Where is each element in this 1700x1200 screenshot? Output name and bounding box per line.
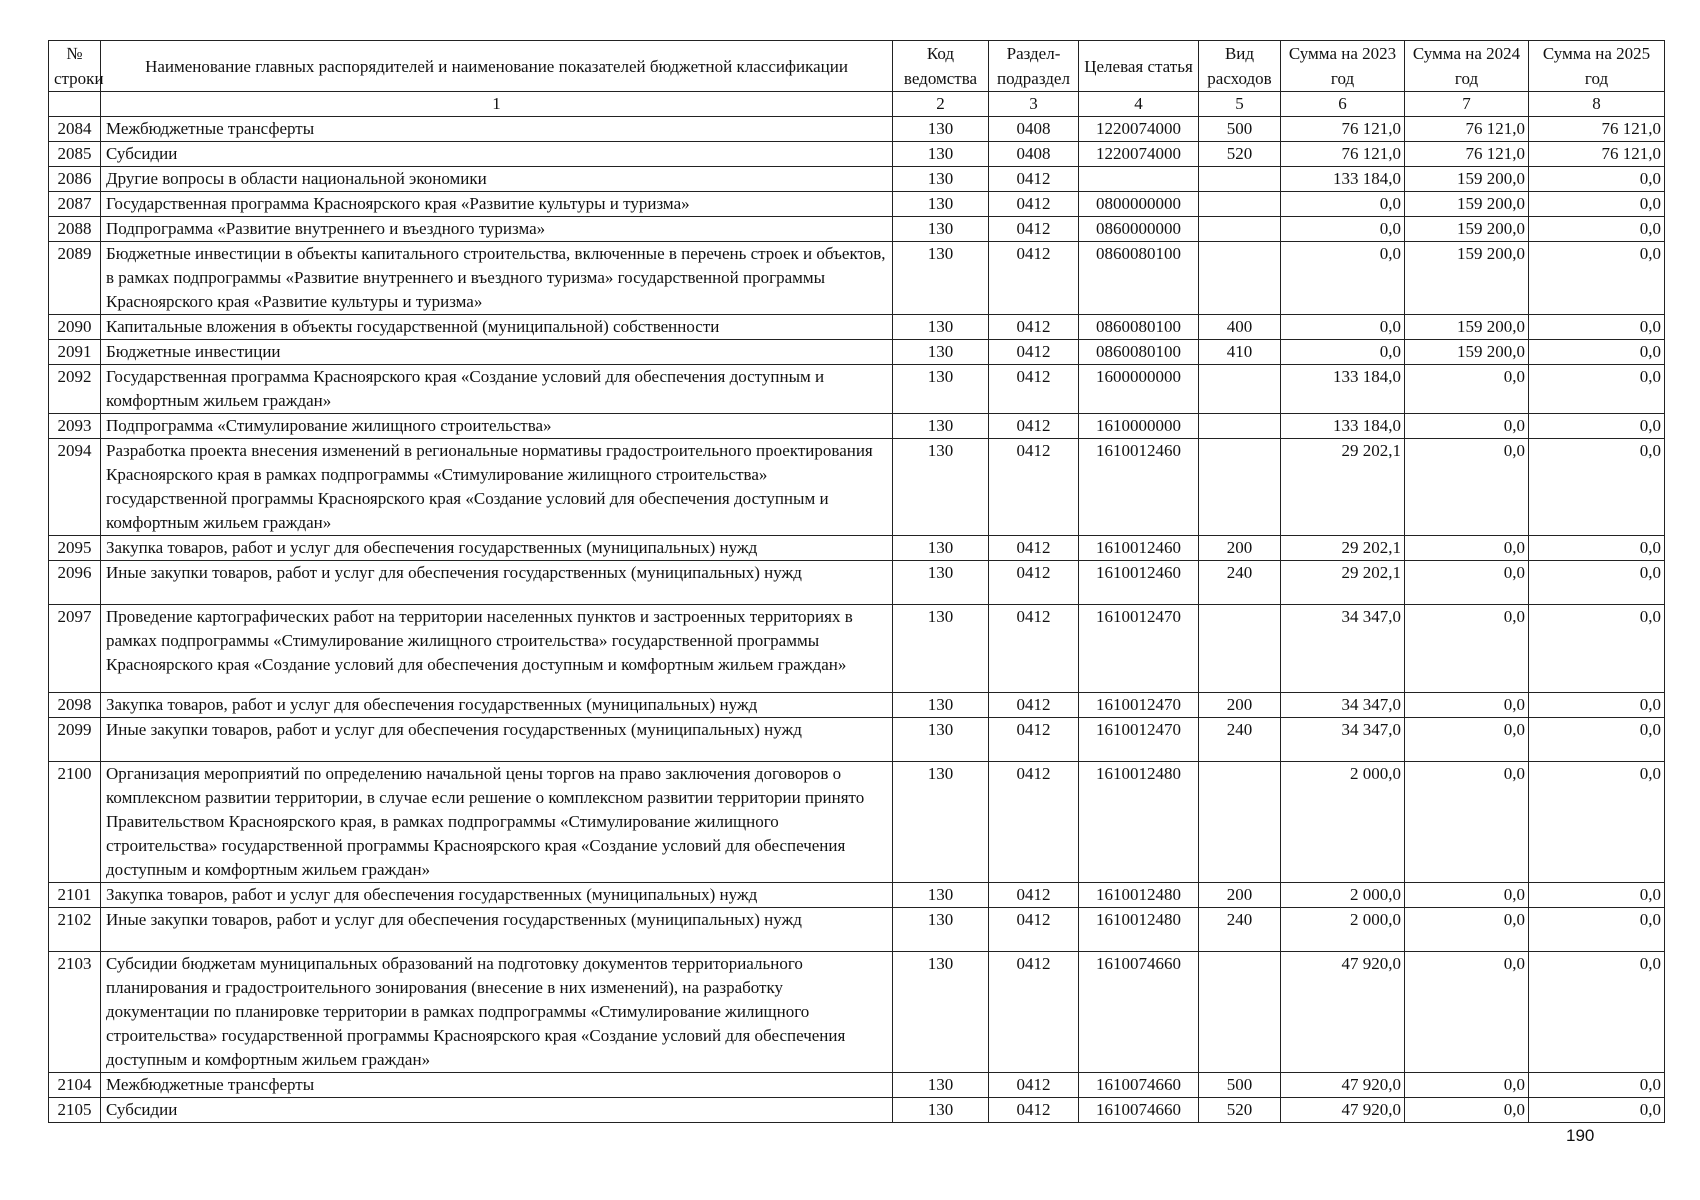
column-number: 8 (1529, 92, 1665, 117)
row-name: Бюджетные инвестиции (101, 340, 893, 365)
row-target-article: 1610012460 (1079, 536, 1199, 561)
header-row-number: № строки (49, 41, 101, 92)
column-number: 3 (989, 92, 1079, 117)
row-expense-type (1199, 217, 1281, 242)
row-number: 2089 (49, 242, 101, 315)
row-sum-2024: 76 121,0 (1405, 117, 1529, 142)
column-number: 6 (1281, 92, 1405, 117)
table-row (49, 693, 1665, 718)
row-sum-2025: 0,0 (1529, 365, 1665, 414)
table-row (49, 561, 1665, 605)
row-name: Межбюджетные трансферты (101, 117, 893, 142)
row-number: 2088 (49, 217, 101, 242)
row-number: 2086 (49, 167, 101, 192)
row-dept-code: 130 (893, 561, 989, 605)
row-target-article: 1610000000 (1079, 414, 1199, 439)
row-dept-code: 130 (893, 718, 989, 762)
row-sum-2025: 0,0 (1529, 1073, 1665, 1098)
row-number: 2098 (49, 693, 101, 718)
row-target-article: 1610012460 (1079, 561, 1199, 605)
row-dept-code: 130 (893, 883, 989, 908)
row-sum-2023: 0,0 (1281, 242, 1405, 315)
table-row (49, 117, 1665, 142)
budget-table-sheet (48, 40, 1664, 1123)
row-sum-2025: 0,0 (1529, 439, 1665, 536)
row-sum-2024: 0,0 (1405, 908, 1529, 952)
row-sum-2023: 133 184,0 (1281, 167, 1405, 192)
row-name: Иные закупки товаров, работ и услуг для обеспечения государственных (муниципальных) нужд (101, 908, 893, 952)
row-section: 0412 (989, 439, 1079, 536)
row-sum-2023: 47 920,0 (1281, 1073, 1405, 1098)
row-number: 2100 (49, 762, 101, 883)
row-name: Подпрограмма «Развитие внутреннего и въездного туризма» (101, 217, 893, 242)
row-section: 0412 (989, 365, 1079, 414)
row-target-article: 1220074000 (1079, 142, 1199, 167)
row-sum-2024: 0,0 (1405, 952, 1529, 1073)
table-row (49, 605, 1665, 693)
row-dept-code: 130 (893, 365, 989, 414)
row-sum-2025: 0,0 (1529, 561, 1665, 605)
row-sum-2024: 0,0 (1405, 561, 1529, 605)
header-target-article: Целевая статья (1079, 41, 1199, 92)
row-target-article: 0860000000 (1079, 217, 1199, 242)
row-expense-type: 500 (1199, 117, 1281, 142)
row-number: 2094 (49, 439, 101, 536)
row-expense-type: 200 (1199, 536, 1281, 561)
row-sum-2024: 159 200,0 (1405, 340, 1529, 365)
row-number: 2101 (49, 883, 101, 908)
header-sum-2025: Сумма на 2025 год (1529, 41, 1665, 92)
row-expense-type (1199, 167, 1281, 192)
row-sum-2024: 0,0 (1405, 883, 1529, 908)
row-sum-2025: 0,0 (1529, 340, 1665, 365)
row-sum-2023: 133 184,0 (1281, 414, 1405, 439)
row-name: Межбюджетные трансферты (101, 1073, 893, 1098)
row-number: 2104 (49, 1073, 101, 1098)
table-row (49, 718, 1665, 762)
row-expense-type: 200 (1199, 693, 1281, 718)
row-target-article: 1610074660 (1079, 1073, 1199, 1098)
row-sum-2025: 0,0 (1529, 192, 1665, 217)
row-section: 0412 (989, 605, 1079, 693)
row-sum-2025: 0,0 (1529, 762, 1665, 883)
row-sum-2025: 0,0 (1529, 1098, 1665, 1123)
row-section: 0412 (989, 908, 1079, 952)
row-dept-code: 130 (893, 439, 989, 536)
row-target-article: 1610074660 (1079, 1098, 1199, 1123)
row-sum-2024: 159 200,0 (1405, 167, 1529, 192)
table-row (49, 242, 1665, 315)
row-name: Закупка товаров, работ и услуг для обеспечения государственных (муниципальных) нужд (101, 536, 893, 561)
row-name: Иные закупки товаров, работ и услуг для обеспечения государственных (муниципальных) нужд (101, 718, 893, 762)
row-target-article: 1600000000 (1079, 365, 1199, 414)
row-sum-2023: 2 000,0 (1281, 883, 1405, 908)
row-name: Проведение картографических работ на территории населенных пунктов и застроенных территориях в рамках подпрограммы «Стимулирование жилищного строительства» государственной программы Красноярского края «Создание условий для обеспечения доступным и комфортным жильем граждан» (101, 605, 893, 693)
row-name: Субсидии (101, 1098, 893, 1123)
row-sum-2025: 0,0 (1529, 242, 1665, 315)
row-number: 2092 (49, 365, 101, 414)
table-row (49, 952, 1665, 1073)
row-dept-code: 130 (893, 242, 989, 315)
row-name: Организация мероприятий по определению начальной цены торгов на право заключения договоров о комплексном развитии территории, в случае если решение о комплексном развитии территории принято Правительством Красноярского края, в рамках подпрограммы «Стимулирование жилищного строительства» государственной программы Красноярского края «Создание условий для обеспечения доступным и комфортным жильем граждан» (101, 762, 893, 883)
row-number: 2097 (49, 605, 101, 693)
row-sum-2025: 0,0 (1529, 167, 1665, 192)
row-section: 0412 (989, 192, 1079, 217)
row-sum-2023: 29 202,1 (1281, 561, 1405, 605)
row-sum-2025: 0,0 (1529, 536, 1665, 561)
row-target-article: 1610012470 (1079, 718, 1199, 762)
row-name: Другие вопросы в области национальной экономики (101, 167, 893, 192)
row-sum-2025: 0,0 (1529, 605, 1665, 693)
column-number: 1 (101, 92, 893, 117)
header-dept-code: Код ведомства (893, 41, 989, 92)
header-name: Наименование главных распорядителей и наименование показателей бюджетной классификации (101, 41, 893, 92)
row-sum-2025: 0,0 (1529, 217, 1665, 242)
row-expense-type: 240 (1199, 561, 1281, 605)
row-dept-code: 130 (893, 340, 989, 365)
row-expense-type (1199, 365, 1281, 414)
row-expense-type: 500 (1199, 1073, 1281, 1098)
table-body (49, 117, 1665, 1123)
row-name: Капитальные вложения в объекты государственной (муниципальной) собственности (101, 315, 893, 340)
row-target-article: 1610012470 (1079, 605, 1199, 693)
table-row (49, 762, 1665, 883)
table-row (49, 142, 1665, 167)
row-name: Закупка товаров, работ и услуг для обеспечения государственных (муниципальных) нужд (101, 693, 893, 718)
row-name: Разработка проекта внесения изменений в региональные нормативы градостроительного проектирования Красноярского края в рамках подпрограммы «Стимулирование жилищного строительства» государственной программы Красноярского края «Создание условий для обеспечения доступным и комфортным жильем граждан» (101, 439, 893, 536)
table-row (49, 365, 1665, 414)
row-dept-code: 130 (893, 117, 989, 142)
row-sum-2024: 0,0 (1405, 1098, 1529, 1123)
row-expense-type (1199, 952, 1281, 1073)
table-row (49, 167, 1665, 192)
row-section: 0412 (989, 414, 1079, 439)
row-number: 2090 (49, 315, 101, 340)
column-number: 4 (1079, 92, 1199, 117)
column-number-row (49, 92, 1665, 117)
row-dept-code: 130 (893, 693, 989, 718)
row-sum-2023: 34 347,0 (1281, 693, 1405, 718)
row-dept-code: 130 (893, 1073, 989, 1098)
header-expense-type: Вид расходов (1199, 41, 1281, 92)
row-target-article: 0860080100 (1079, 315, 1199, 340)
row-sum-2024: 159 200,0 (1405, 217, 1529, 242)
row-number: 2103 (49, 952, 101, 1073)
table-row (49, 340, 1665, 365)
row-sum-2024: 76 121,0 (1405, 142, 1529, 167)
row-section: 0412 (989, 561, 1079, 605)
budget-table (48, 40, 1665, 1123)
row-section: 0412 (989, 167, 1079, 192)
row-sum-2024: 159 200,0 (1405, 192, 1529, 217)
row-name: Иные закупки товаров, работ и услуг для обеспечения государственных (муниципальных) нужд (101, 561, 893, 605)
row-number: 2084 (49, 117, 101, 142)
row-expense-type: 240 (1199, 908, 1281, 952)
row-dept-code: 130 (893, 1098, 989, 1123)
row-section: 0408 (989, 117, 1079, 142)
header-sum-2024: Сумма на 2024 год (1405, 41, 1529, 92)
row-sum-2023: 0,0 (1281, 315, 1405, 340)
row-sum-2024: 0,0 (1405, 693, 1529, 718)
row-dept-code: 130 (893, 167, 989, 192)
row-sum-2024: 0,0 (1405, 605, 1529, 693)
row-name: Государственная программа Красноярского края «Развитие культуры и туризма» (101, 192, 893, 217)
row-name: Подпрограмма «Стимулирование жилищного строительства» (101, 414, 893, 439)
row-sum-2025: 0,0 (1529, 883, 1665, 908)
header-section: Раздел-подраздел (989, 41, 1079, 92)
row-number: 2102 (49, 908, 101, 952)
table-row (49, 883, 1665, 908)
row-sum-2025: 0,0 (1529, 952, 1665, 1073)
row-sum-2025: 0,0 (1529, 315, 1665, 340)
row-expense-type: 520 (1199, 142, 1281, 167)
row-sum-2024: 0,0 (1405, 762, 1529, 883)
row-number: 2095 (49, 536, 101, 561)
row-dept-code: 130 (893, 762, 989, 883)
row-dept-code: 130 (893, 908, 989, 952)
row-sum-2024: 0,0 (1405, 718, 1529, 762)
row-section: 0412 (989, 718, 1079, 762)
row-sum-2023: 0,0 (1281, 340, 1405, 365)
row-section: 0412 (989, 693, 1079, 718)
row-name: Государственная программа Красноярского края «Создание условий для обеспечения доступным и комфортным жильем граждан» (101, 365, 893, 414)
row-sum-2023: 0,0 (1281, 192, 1405, 217)
row-expense-type (1199, 762, 1281, 883)
row-expense-type: 410 (1199, 340, 1281, 365)
row-section: 0412 (989, 536, 1079, 561)
row-section: 0412 (989, 952, 1079, 1073)
row-expense-type (1199, 605, 1281, 693)
row-sum-2023: 133 184,0 (1281, 365, 1405, 414)
page-number: 190 (1566, 1126, 1595, 1145)
row-expense-type: 240 (1199, 718, 1281, 762)
row-dept-code: 130 (893, 192, 989, 217)
row-sum-2023: 47 920,0 (1281, 952, 1405, 1073)
row-number: 2085 (49, 142, 101, 167)
row-name: Бюджетные инвестиции в объекты капитального строительства, включенные в перечень строек и объектов, в рамках подпрограммы «Развитие внутреннего и въездного туризма» государственной программы Красноярского края «Развитие культуры и туризма» (101, 242, 893, 315)
header-sum-2023: Сумма на 2023 год (1281, 41, 1405, 92)
row-expense-type: 400 (1199, 315, 1281, 340)
row-target-article: 1610012480 (1079, 908, 1199, 952)
row-section: 0412 (989, 217, 1079, 242)
row-sum-2024: 0,0 (1405, 536, 1529, 561)
row-sum-2023: 34 347,0 (1281, 605, 1405, 693)
table-row (49, 217, 1665, 242)
row-section: 0412 (989, 315, 1079, 340)
row-sum-2024: 0,0 (1405, 414, 1529, 439)
row-expense-type (1199, 439, 1281, 536)
row-dept-code: 130 (893, 536, 989, 561)
row-target-article (1079, 167, 1199, 192)
row-target-article: 0860080100 (1079, 340, 1199, 365)
row-expense-type: 520 (1199, 1098, 1281, 1123)
row-section: 0412 (989, 762, 1079, 883)
row-name: Закупка товаров, работ и услуг для обеспечения государственных (муниципальных) нужд (101, 883, 893, 908)
row-name: Субсидии (101, 142, 893, 167)
row-sum-2025: 76 121,0 (1529, 142, 1665, 167)
row-dept-code: 130 (893, 952, 989, 1073)
row-section: 0408 (989, 142, 1079, 167)
row-target-article: 1610012480 (1079, 883, 1199, 908)
row-dept-code: 130 (893, 217, 989, 242)
row-target-article: 1610012470 (1079, 693, 1199, 718)
row-name: Субсидии бюджетам муниципальных образований на подготовку документов территориального планирования и градостроительного зонирования (внесение в них изменений), на разработку документации по планировке территории в рамках подпрограммы «Стимулирование жилищного строительства» государственной программы Красноярского края «Создание условий для обеспечения доступным и комфортным жильем граждан» (101, 952, 893, 1073)
row-sum-2023: 29 202,1 (1281, 439, 1405, 536)
row-target-article: 1610012460 (1079, 439, 1199, 536)
row-sum-2023: 76 121,0 (1281, 117, 1405, 142)
row-expense-type (1199, 192, 1281, 217)
table-row (49, 1098, 1665, 1123)
table-row (49, 908, 1665, 952)
row-dept-code: 130 (893, 605, 989, 693)
row-target-article: 1220074000 (1079, 117, 1199, 142)
row-section: 0412 (989, 883, 1079, 908)
row-sum-2025: 0,0 (1529, 718, 1665, 762)
table-row (49, 439, 1665, 536)
row-sum-2023: 0,0 (1281, 217, 1405, 242)
row-sum-2025: 0,0 (1529, 908, 1665, 952)
row-dept-code: 130 (893, 142, 989, 167)
header-row (49, 41, 1665, 92)
row-sum-2023: 2 000,0 (1281, 908, 1405, 952)
table-row (49, 1073, 1665, 1098)
row-number: 2091 (49, 340, 101, 365)
row-target-article: 1610074660 (1079, 952, 1199, 1073)
table-row (49, 414, 1665, 439)
row-sum-2024: 0,0 (1405, 439, 1529, 536)
row-sum-2025: 76 121,0 (1529, 117, 1665, 142)
row-section: 0412 (989, 340, 1079, 365)
row-target-article: 0800000000 (1079, 192, 1199, 217)
row-number: 2093 (49, 414, 101, 439)
row-section: 0412 (989, 1073, 1079, 1098)
row-sum-2024: 0,0 (1405, 1073, 1529, 1098)
row-sum-2023: 76 121,0 (1281, 142, 1405, 167)
row-sum-2023: 2 000,0 (1281, 762, 1405, 883)
row-expense-type (1199, 242, 1281, 315)
row-sum-2024: 159 200,0 (1405, 242, 1529, 315)
row-section: 0412 (989, 1098, 1079, 1123)
table-row (49, 315, 1665, 340)
column-number (49, 92, 101, 117)
table-row (49, 192, 1665, 217)
row-dept-code: 130 (893, 315, 989, 340)
row-number: 2099 (49, 718, 101, 762)
row-sum-2024: 159 200,0 (1405, 315, 1529, 340)
row-sum-2024: 0,0 (1405, 365, 1529, 414)
row-expense-type (1199, 414, 1281, 439)
row-sum-2025: 0,0 (1529, 693, 1665, 718)
row-sum-2023: 47 920,0 (1281, 1098, 1405, 1123)
row-number: 2096 (49, 561, 101, 605)
row-sum-2023: 29 202,1 (1281, 536, 1405, 561)
table-row (49, 536, 1665, 561)
row-dept-code: 130 (893, 414, 989, 439)
column-number: 2 (893, 92, 989, 117)
row-section: 0412 (989, 242, 1079, 315)
row-expense-type: 200 (1199, 883, 1281, 908)
column-number: 7 (1405, 92, 1529, 117)
column-number: 5 (1199, 92, 1281, 117)
row-target-article: 1610012480 (1079, 762, 1199, 883)
row-number: 2087 (49, 192, 101, 217)
row-number: 2105 (49, 1098, 101, 1123)
row-target-article: 0860080100 (1079, 242, 1199, 315)
row-sum-2023: 34 347,0 (1281, 718, 1405, 762)
row-sum-2025: 0,0 (1529, 414, 1665, 439)
